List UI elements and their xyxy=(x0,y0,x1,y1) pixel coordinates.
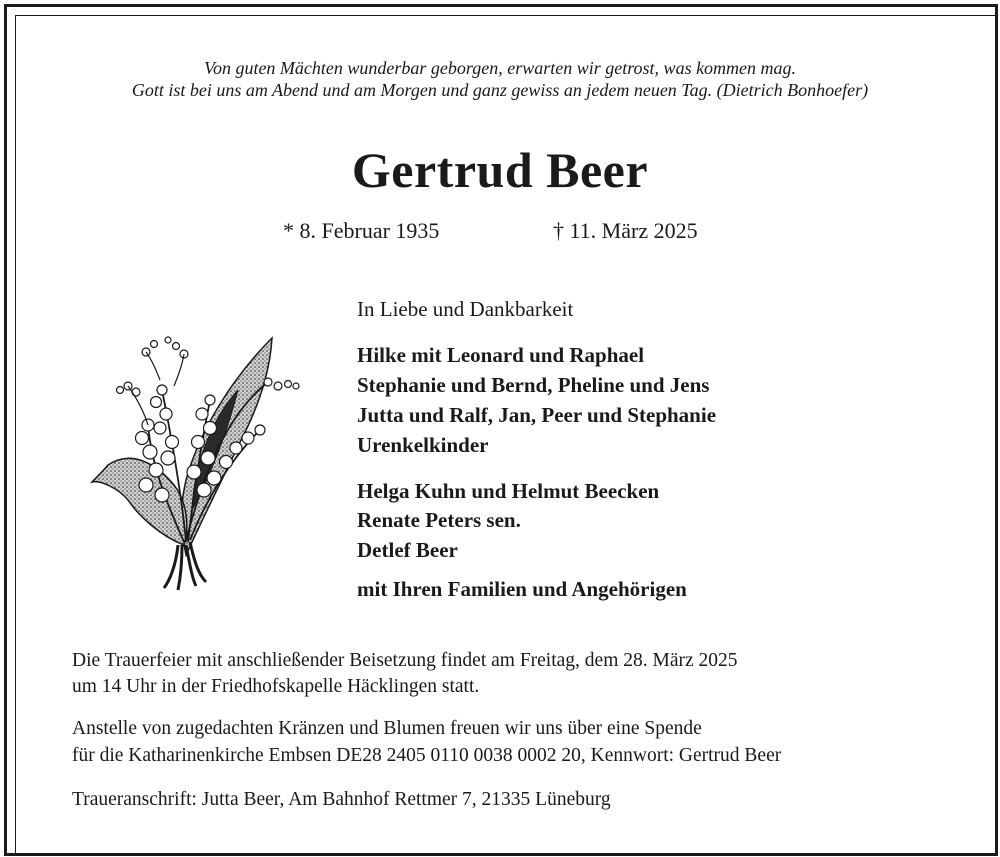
bonhoeffer-quote-line-2: Gott ist bei uns am Abend und am Morgen und ganz gewiss an jedem neuen Tag. (Dietrich Bonhoefer) xyxy=(131,80,869,100)
donation-info-line-1: Anstelle von zugedachten Kränzen und Blumen freuen wir uns über eine Spende xyxy=(72,718,702,739)
lily-of-the-valley-icon xyxy=(90,330,305,595)
mourners-intro: In Liebe und Dankbarkeit xyxy=(357,297,574,321)
mourner-line: Stephanie und Bernd, Pheline und Jens xyxy=(357,373,710,397)
service-info-line-1: Die Trauerfeier mit anschließender Beisetzung findet am Freitag, dem 28. März 2025 xyxy=(72,650,738,671)
mourner-line: Renate Peters sen. xyxy=(357,508,521,532)
donation-info-line-2: für die Katharinenkirche Embsen DE28 2405 0110 0038 0002 20, Kennwort: Gertrud Beer xyxy=(72,745,782,766)
death-date: † 11. März 2025 xyxy=(553,218,698,243)
mourner-line: Hilke mit Leonard und Raphael xyxy=(357,343,645,367)
service-info-line-2: um 14 Uhr in der Friedhofskapelle Häcklingen statt. xyxy=(72,676,480,697)
mourner-line: Helga Kuhn und Helmut Beecken xyxy=(357,479,660,503)
bonhoeffer-quote-line-1: Von guten Mächten wunderbar geborgen, erwarten wir getrost, was kommen mag. xyxy=(203,58,797,78)
mourner-line: Urenkelkinder xyxy=(357,433,489,457)
mourning-address: Traueranschrift: Jutta Beer, Am Bahnhof Rettmer 7, 21335 Lüneburg xyxy=(72,789,611,810)
mourner-line: Detlef Beer xyxy=(357,538,458,562)
mourners-closing: mit Ihren Familien und Angehörigen xyxy=(357,577,687,601)
birth-date: * 8. Februar 1935 xyxy=(283,218,440,243)
mourner-line: Jutta und Ralf, Jan, Peer und Stephanie xyxy=(357,403,717,427)
deceased-name: Gertrud Beer xyxy=(351,142,649,198)
